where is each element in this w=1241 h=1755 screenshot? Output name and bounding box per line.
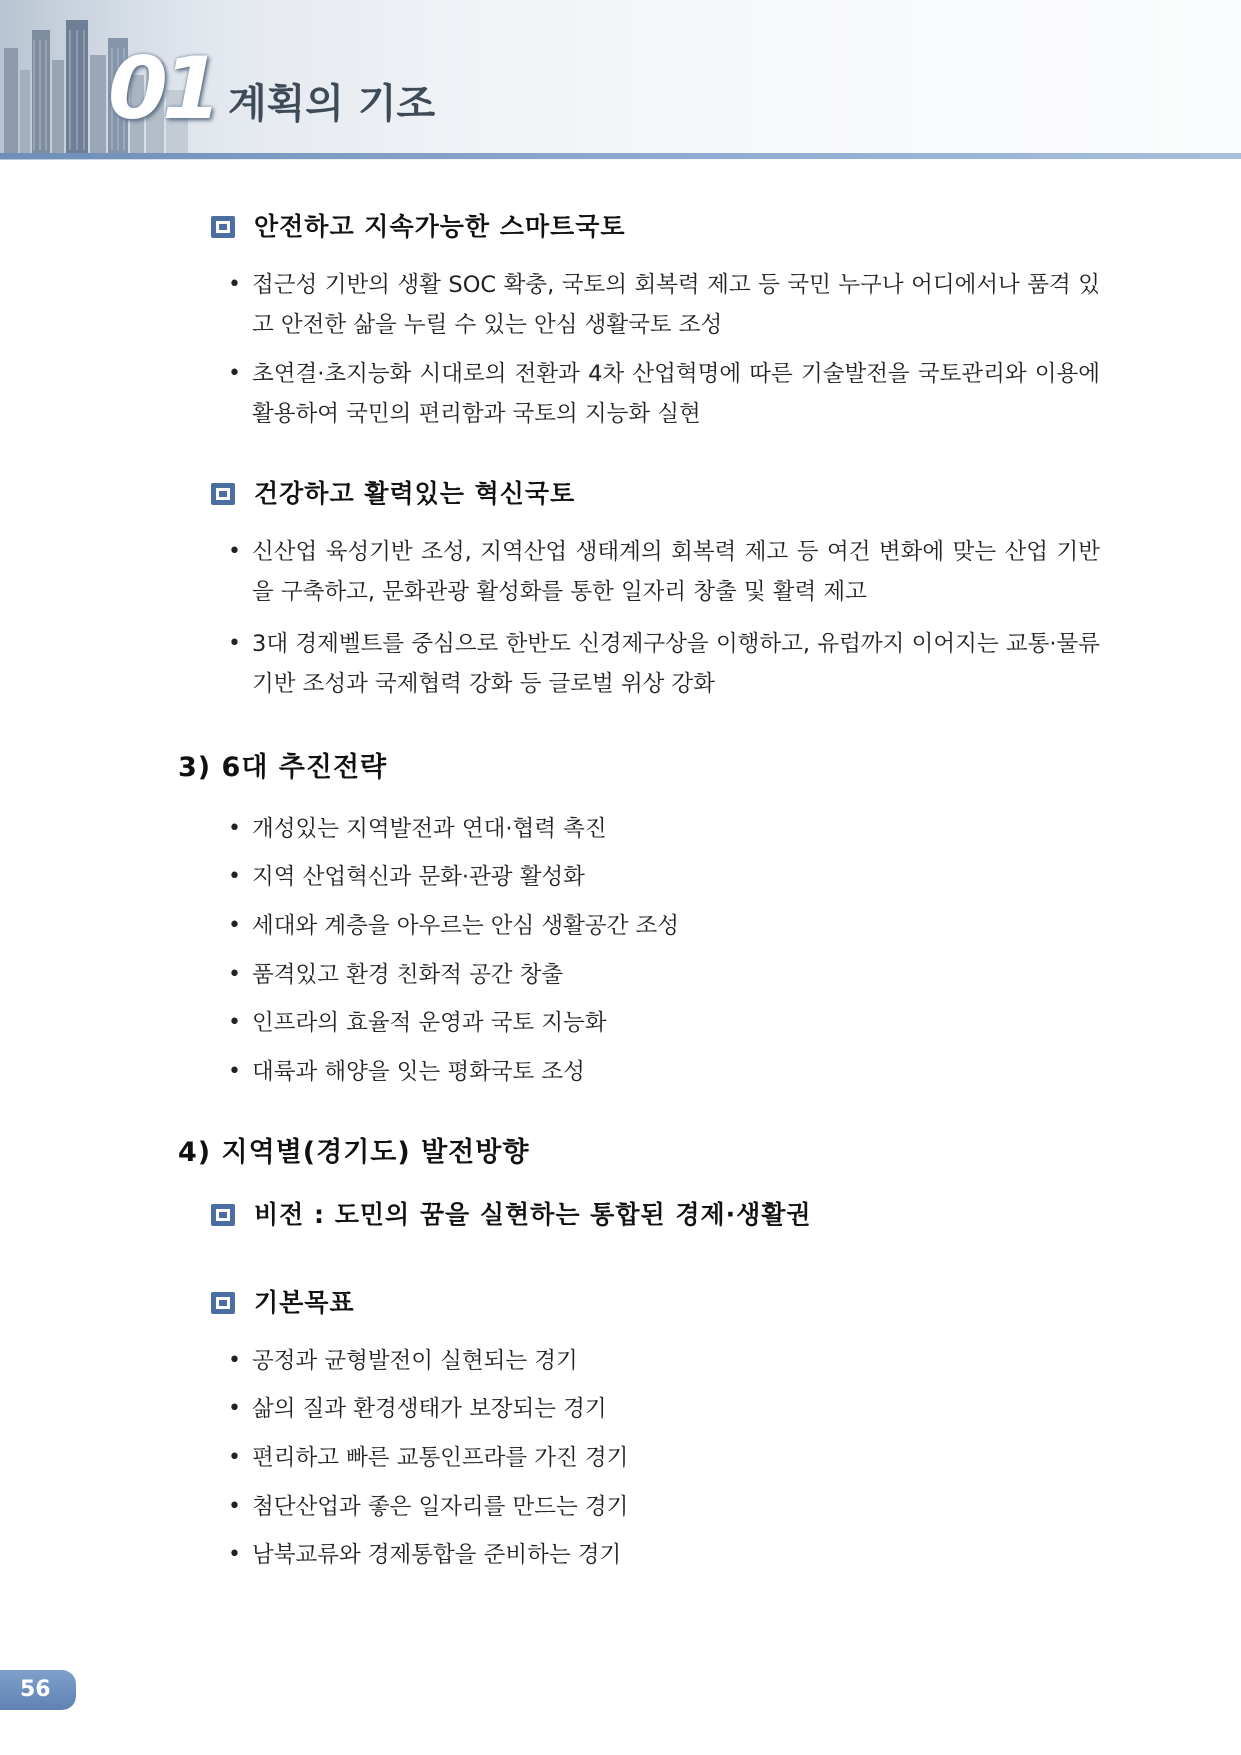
list-item-text: 초연결·초지능화 시대로의 전환과 4차 산업혁명에 따른 기술발전을 국토관리와 이용에 활용하여 국민의 편리함과 국토의 지능화 실현	[252, 361, 1100, 427]
list-item-text: 지역 산업혁신과 문화·관광 활성화	[252, 864, 585, 890]
list-item-text: 세대와 계층을 아우르는 안심 생활공간 조성	[252, 913, 679, 939]
section-heading-strategy: 3) 6대 추진전략	[178, 752, 388, 783]
bullet-dot-icon: •	[228, 1010, 241, 1035]
list-item	[222, 354, 1100, 434]
list-item-text: 첨단산업과 좋은 일자리를 만드는 경기	[252, 1494, 629, 1520]
list-item	[222, 1341, 1100, 1381]
section-heading-regional: 4) 지역별(경기도) 발전방향	[178, 1137, 530, 1168]
list-item-text: 공정과 균형발전이 실현되는 경기	[252, 1348, 578, 1374]
square-bullet-icon	[211, 216, 235, 238]
square-bullet-icon	[211, 1204, 235, 1226]
bullet-dot-icon: •	[228, 864, 241, 889]
list-item	[222, 906, 1100, 946]
page-number: 56	[20, 1677, 51, 1702]
section-title: 안전하고 지속가능한 스마트국토	[254, 212, 626, 241]
section-heading-vision	[211, 1202, 812, 1227]
list-item	[222, 1003, 1100, 1043]
chapter-header	[0, 0, 1241, 160]
chapter-title: 계획의 기조	[228, 81, 436, 127]
list-item-text: 인프라의 효율적 운영과 국토 지능화	[252, 1010, 607, 1036]
list-item-text: 신산업 육성기반 조성, 지역산업 생태계의 회복력 제고 등 여건 변화에 맞는 산업 기반을 구축하고, 문화관광 활성화를 통한 일자리 창출 및 활력 제고	[252, 539, 1100, 605]
header-divider	[0, 153, 1241, 159]
section-heading-innovation	[211, 481, 575, 506]
bullet-dot-icon: •	[228, 913, 241, 938]
list-item	[222, 955, 1100, 995]
section-title: 건강하고 활력있는 혁신국토	[254, 479, 576, 508]
list-item	[222, 1438, 1100, 1478]
bullet-dot-icon: •	[228, 1445, 241, 1470]
bullet-dot-icon: •	[228, 361, 241, 386]
bullet-dot-icon: •	[228, 962, 241, 987]
section-heading-goals	[211, 1290, 355, 1315]
vision-text: 비전 : 도민의 꿈을 실현하는 통합된 경제·생활권	[254, 1200, 812, 1229]
list-item-text: 대륙과 해양을 잇는 평화국토 조성	[252, 1059, 585, 1085]
list-item-text: 품격있고 환경 친화적 공간 창출	[252, 962, 564, 988]
bullet-dot-icon: •	[228, 1542, 241, 1567]
square-bullet-icon	[211, 483, 235, 505]
bullet-dot-icon: •	[228, 1396, 241, 1421]
bullet-dot-icon: •	[228, 539, 241, 564]
list-item	[222, 1535, 1100, 1575]
section-title: 기본목표	[254, 1288, 355, 1317]
bullet-dot-icon: •	[228, 1059, 241, 1084]
list-item	[222, 265, 1100, 345]
list-item	[222, 1389, 1100, 1429]
bullet-dot-icon: •	[228, 1494, 241, 1519]
list-item	[222, 857, 1100, 897]
list-item	[222, 532, 1100, 612]
list-item-text: 남북교류와 경제통합을 준비하는 경기	[252, 1542, 622, 1568]
list-item-text: 편리하고 빠른 교통인프라를 가진 경기	[252, 1445, 629, 1471]
list-item	[222, 809, 1100, 849]
section-heading-smart	[211, 214, 626, 239]
chapter-number: 01	[108, 39, 216, 139]
square-bullet-icon	[211, 1292, 235, 1314]
bullet-dot-icon: •	[228, 272, 241, 297]
bullet-dot-icon: •	[228, 1348, 241, 1373]
bullet-dot-icon: •	[228, 816, 241, 841]
list-item	[222, 1487, 1100, 1527]
list-item-text: 개성있는 지역발전과 연대·협력 촉진	[252, 816, 607, 842]
list-item	[222, 1052, 1100, 1092]
list-item-text: 접근성 기반의 생활 SOC 확충, 국토의 회복력 제고 등 국민 누구나 어디에서나 품격 있고 안전한 삶을 누릴 수 있는 안심 생활국토 조성	[252, 272, 1100, 338]
bullet-dot-icon: •	[228, 631, 241, 656]
list-item	[222, 624, 1100, 704]
list-item-text: 삶의 질과 환경생태가 보장되는 경기	[252, 1396, 607, 1422]
list-item-text: 3대 경제벨트를 중심으로 한반도 신경제구상을 이행하고, 유럽까지 이어지는 교통·물류기반 조성과 국제협력 강화 등 글로벌 위상 강화	[252, 631, 1100, 697]
